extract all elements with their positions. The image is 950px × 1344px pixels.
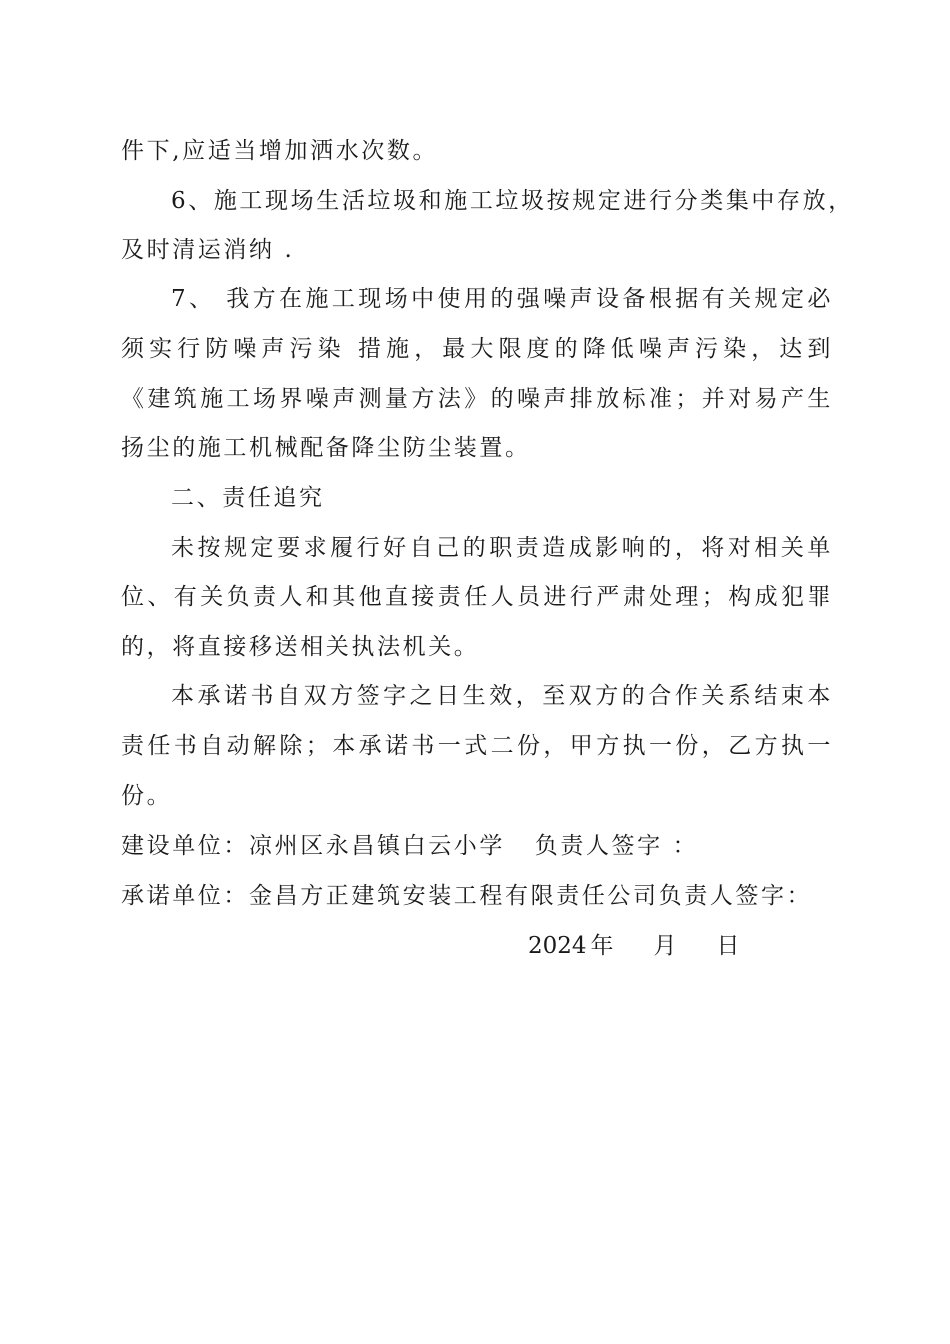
date-line — [528, 931, 740, 961]
paragraph-line: 件下,应适当增加洒水次数。 — [121, 138, 439, 164]
paragraph-line: 的，将直接移送相关执法机关。 — [121, 634, 480, 660]
paragraph-line: 本承诺书自双方签字之日生效，至双方的合作关系结束本 — [171, 683, 833, 709]
paragraph-line: 6、施工现场生活垃圾和施工垃圾按规定进行分类集中存放， — [171, 188, 854, 214]
paragraph-line: 位、有关负责人和其他直接责任人员进行严肃处理；构成犯罪 — [121, 584, 833, 610]
paragraph-line: 份。 — [121, 783, 173, 809]
paragraph-line: 扬尘的施工机械配备降尘防尘装置。 — [121, 435, 531, 461]
paragraph-line: 须实行防噪声污染 措施，最大限度的降低噪声污染，达到 — [121, 336, 833, 362]
paragraph-line: 《建筑施工场界噪声测量方法》的噪声排放标准；并对易产生 — [121, 386, 833, 412]
construction-unit-line: 建设单位：凉州区永昌镇白云小学 负责人签字 ： — [121, 833, 699, 859]
paragraph-line: 责任书自动解除；本承诺书一式二份，甲方执一份，乙方执一 — [121, 733, 833, 759]
date-month-unit: 月 — [653, 933, 677, 959]
section-heading: 二、责任追究 — [171, 485, 325, 511]
paragraph-line: 未按规定要求履行好自己的职责造成影响的，将对相关单 — [171, 535, 833, 561]
date-day-unit: 日 — [716, 933, 740, 959]
paragraph-line: 及时清运消纳 . — [121, 237, 295, 263]
paragraph-line: 7、 我方在施工现场中使用的强噪声设备根据有关规定必 — [171, 286, 833, 312]
date-year: 2024 — [528, 933, 587, 959]
date-year-unit: 年 — [590, 933, 614, 959]
promising-unit-line: 承诺单位：金昌方正建筑安装工程有限责任公司负责人签字： — [121, 883, 813, 909]
